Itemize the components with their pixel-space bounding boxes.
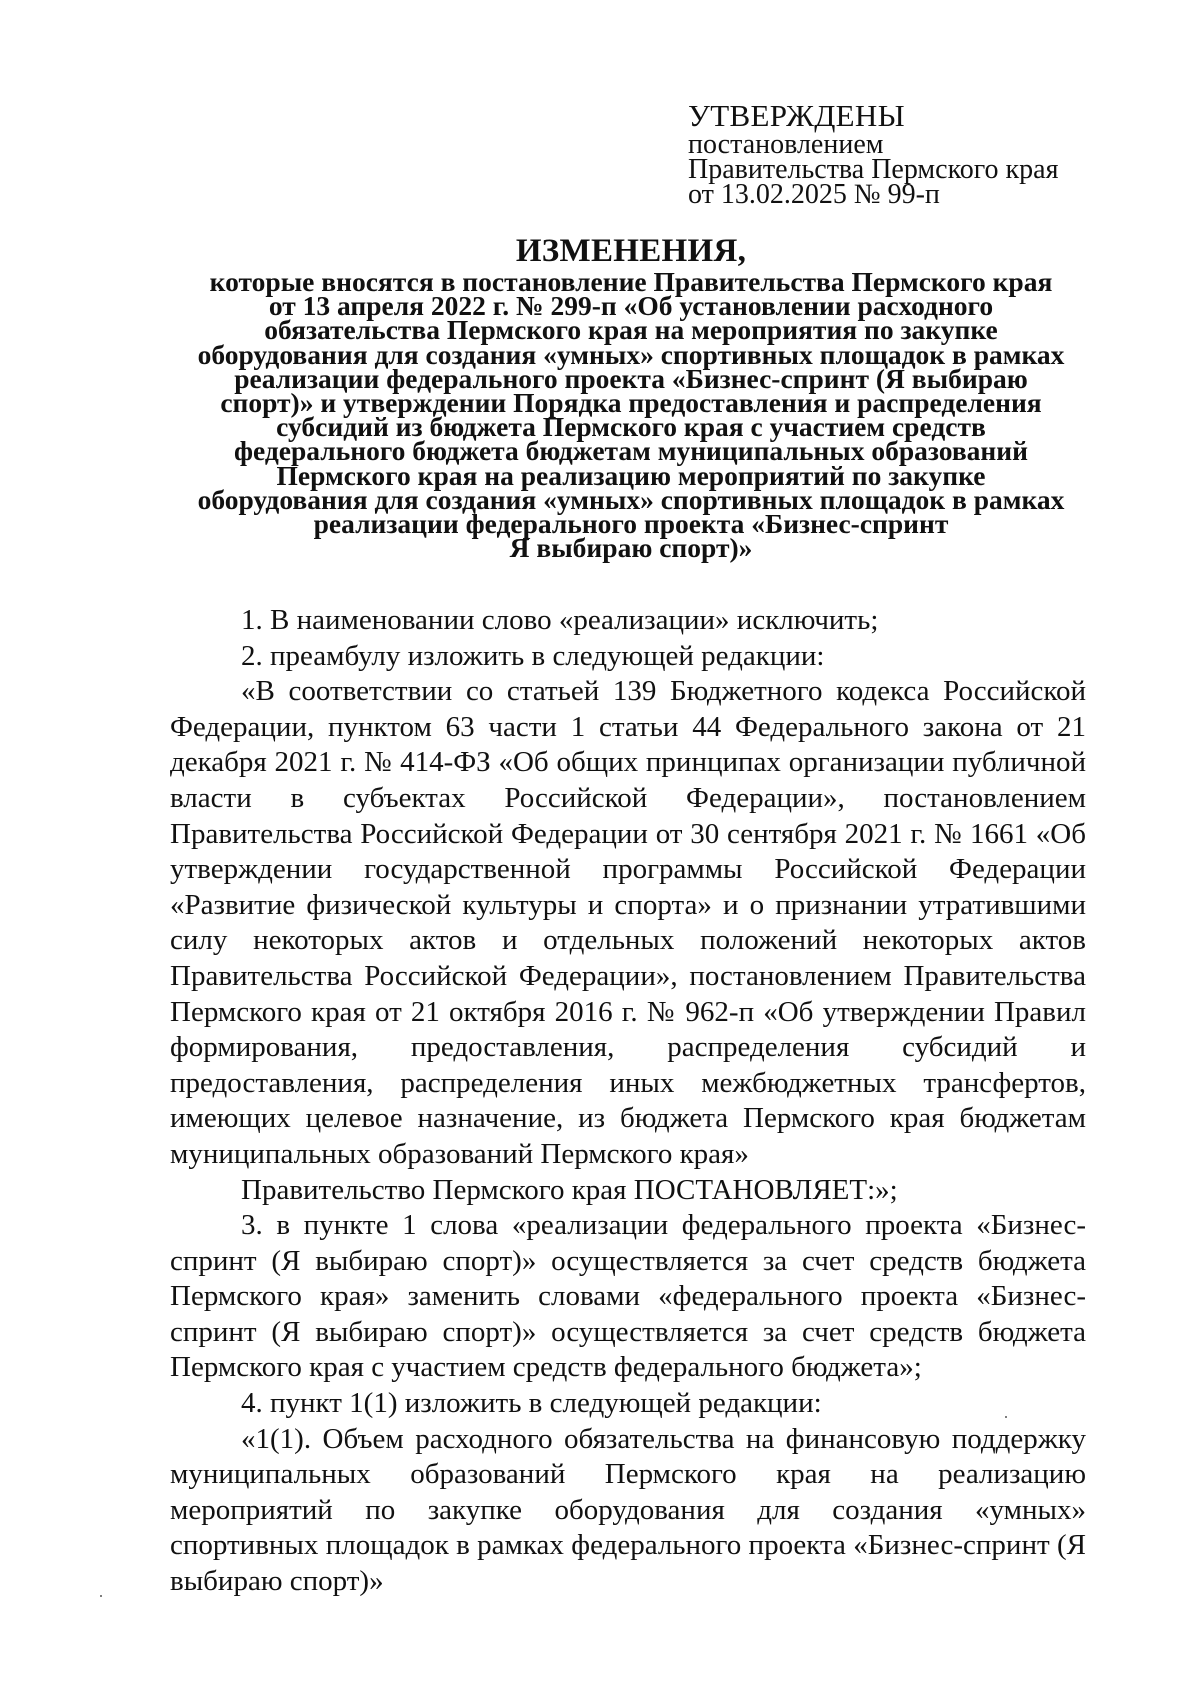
subtitle-line: оборудования для создания «умных» спортивных площадок в рамках: [197, 338, 1065, 370]
paragraph-item-4: 4. пункт 1(1) изложить в следующей редакции:: [241, 1387, 822, 1420]
paragraph-preamble: «В соответствии со статьей 139 Бюджетного кодекса Российской Федерации, пунктом 63 части 1 статьи 44 Федерального закона от 21 декабря 2021 г. № 414-ФЗ «Об общих принципах организации публичной власти в субъектах Российской Федерации», постановлением Правительства Российской Федерации от 30 сентября 2021 г. № 1661 «Об утверждении государственной программы Российской Федерации «Развитие физической культуры и спорта» и о признании утратившими силу некоторых актов и отдельных положений некоторых актов Правительства Российской Федерации», постановлением Правительства Пермского края от 21 октября 2016 г. № 962-п «Об утверждении Правил формирования, предоставления, распределения субсидий и предоставления, распределения иных межбюджетных трансфертов, имеющих целевое назначение, из бюджета Пермского края бюджетам муниципальных образований Пермского края»: [170, 675, 1086, 1170]
subtitle-line: которые вносятся в постановление Правительства Пермского края: [209, 266, 1053, 297]
approval-line-3: от 13.02.2025 № 99-п: [688, 179, 940, 210]
subtitle-line: федерального бюджета бюджетам муниципальных образований: [234, 435, 1028, 467]
document-body: [170, 603, 1086, 1600]
subtitle-line: субсидий из бюджета Пермского края с участием средств: [276, 411, 986, 443]
paragraph-item-2: 2. преамбулу изложить в следующей редакции:: [241, 639, 825, 672]
subtitle-line: Пермского края на реализацию мероприятий по закупке: [276, 459, 986, 491]
paragraph-item-1-1: «1(1). Объем расходного обязательства на финансовую поддержку муниципальных образований Пермского края на реализацию мероприятий по закупке оборудования для создания «умных» спортивных площадок в рамках федерального проекта «Бизнес-спринт (Я выбираю спорт)»: [170, 1422, 1086, 1598]
subtitle-line: реализации федерального проекта «Бизнес-спринт: [313, 508, 949, 540]
subtitle-line: оборудования для создания «умных» спортивных площадок в рамках: [197, 483, 1065, 515]
subtitle-line: Я выбираю спорт)»: [509, 532, 753, 564]
approval-title: УТВЕРЖДЕНЫ: [688, 98, 905, 133]
approval-line-1: постановлением: [688, 129, 884, 160]
approval-line-2: Правительства Пермского края: [688, 154, 1059, 185]
document-subtitle: [160, 266, 1102, 564]
document-title: ИЗМЕНЕНИЯ,: [515, 233, 747, 269]
paragraph-item-3: 3. в пункте 1 слова «реализации федерального проекта «Бизнес-спринт (Я выбираю спорт)» осуществляется за счет средств бюджета Пермского края» заменить словами «федерального проекта «Бизнес-спринт (Я выбираю спорт)» осуществляется за счет средств бюджета Пермского края с участием средств федерального бюджета»;: [170, 1209, 1086, 1384]
paragraph-resolves: Правительство Пермского края ПОСТАНОВЛЯЕТ:»;: [241, 1173, 898, 1206]
subtitle-line: реализации федерального проекта «Бизнес-спринт (Я выбираю: [234, 362, 1028, 394]
scan-speck: [1005, 1416, 1007, 1418]
subtitle-line: спорт)» и утверждении Порядка предоставления и распределения: [220, 387, 1042, 419]
subtitle-line: обязательства Пермского края на мероприятия по закупке: [264, 314, 998, 346]
approval-stamp: [688, 98, 1148, 210]
paragraph-item-1: 1. В наименовании слово «реализации» исключить;: [241, 604, 879, 636]
subtitle-line: от 13 апреля 2022 г. № 299-п «Об установлении расходного: [268, 290, 994, 322]
scan-speck: [100, 1595, 102, 1597]
